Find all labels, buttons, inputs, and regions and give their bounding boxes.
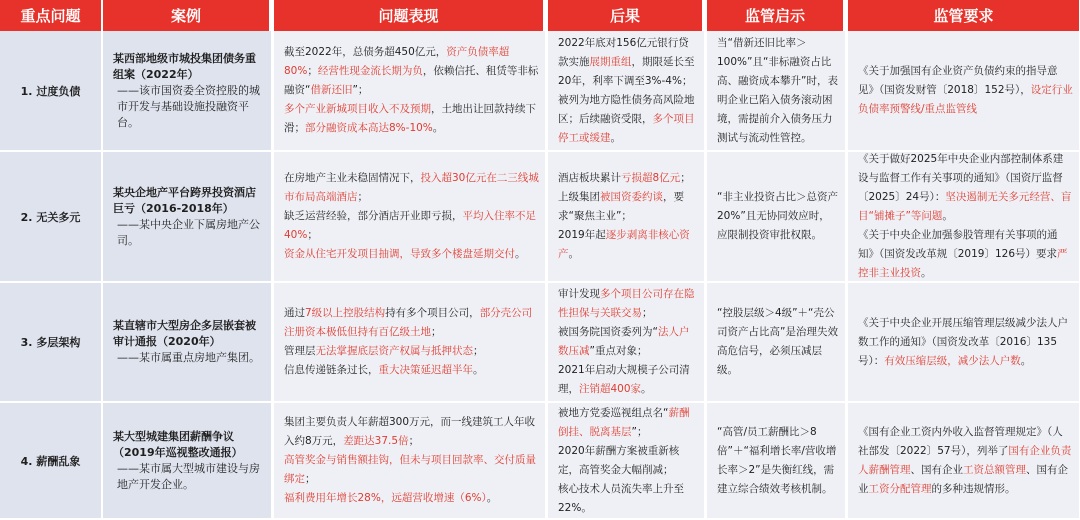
requirement-cell (848, 31, 1079, 152)
highlight-text: 国有企业负责人薪酬管理 (858, 444, 1072, 476)
text-segment: ； (305, 473, 316, 485)
text-segment: 审计发现 (558, 288, 600, 300)
text-segment: 《关于中央企业开展压缩管理层级减少法人户数工作的通知》（国资发改革〔2016〕135号）： (858, 316, 1068, 367)
text-segment: ； (473, 345, 484, 357)
case-cell (103, 31, 271, 152)
consequence-text (558, 285, 698, 399)
row-topic: 4. 薪酬乱象 (0, 403, 103, 520)
text-segment: 2019年起 (558, 229, 606, 241)
text-segment: 信息传递链条过长， (284, 364, 379, 376)
requirement-cell (848, 152, 1079, 283)
text-segment: ； (408, 435, 420, 447)
text-segment: ； (307, 229, 318, 241)
text-segment: ； (431, 326, 442, 338)
highlight-text: 多个项目停工或缓建 (558, 112, 695, 144)
text-segment: 持有多个项目公司， (385, 307, 480, 319)
requirement-cell (848, 283, 1079, 403)
highlight-text: 法人户数压减 (558, 326, 690, 357)
highlight-text: 坚决遏制无关多元经营、盲目“铺摊子”等问题 (858, 191, 1072, 222)
text-segment: 在房地产主业未稳固情况下， (284, 172, 421, 184)
problem-text (284, 413, 539, 508)
highlight-text: 高管奖金与销售额挂钩，但未与项目回款率、交付质量绑定 (284, 454, 536, 485)
highlight-text: 7级以上控股结构 (305, 307, 386, 319)
case-source: ——该市国资委全资控股的城市开发与基础设施投融资平台。 (117, 83, 260, 129)
header-consequence: 后果 (548, 0, 704, 31)
problem-cell (274, 283, 545, 403)
text-segment: 通过 (284, 307, 305, 319)
text-segment: ，土地出让回款持续下滑； (284, 103, 536, 134)
highlight-text: 设定行业负债率预警线/重点监管线 (858, 84, 1073, 115)
insight-cell (707, 31, 845, 152)
consequence-cell (548, 283, 704, 403)
highlight-text: 严控非主业投资 (858, 248, 1068, 279)
case-title: 某西部地级市城投集团债务重组案（2022年） (113, 51, 256, 81)
text-segment: 。 (432, 122, 444, 134)
problem-cell (274, 31, 545, 152)
highlight-text: 多个项目公司存在隐性担保与关联交易 (558, 288, 695, 319)
text-segment: ，要求“聚焦主业”； (558, 191, 684, 222)
text-segment: “高管/员工薪酬比＞8倍”＋“福利增长率/营收增长率＞2”是失衡红线，需建立综合绩效考核机制。 (717, 425, 837, 495)
text-segment: 《关于做好2025年中央企业内部控制体系建设与监督工作有关事项的通知》（国资厅监督〔2025〕24号）： (858, 153, 1064, 203)
highlight-text: 资金从住宅开发项目抽调，导致多个楼盘延期交付 (284, 248, 515, 260)
case-title: 某直辖市大型房企多层嵌套被审计通报（2020年） (113, 319, 256, 348)
insight-cell (707, 403, 845, 520)
problem-cell (274, 403, 545, 520)
highlight-text: 薪酬倒挂、脱离基层 (558, 406, 690, 438)
text-segment: 。 (515, 248, 526, 260)
requirement-cell (848, 403, 1079, 520)
case-cell (103, 283, 271, 403)
text-segment: ”； (352, 84, 369, 96)
text-segment: “非主业投资占比＞总资产20%”且无协同效应时，应限制投资审批权限。 (717, 191, 838, 241)
consequence-cell (548, 31, 704, 152)
highlight-text: 注销超400家 (579, 383, 642, 395)
text-segment: 2022年底对156亿元银行贷款实施 (558, 36, 689, 68)
case-source: ——某市属大型城市建设与房地产开发企业。 (117, 461, 260, 491)
header-topic: 重点问题 (0, 0, 103, 31)
text-segment: ； (680, 172, 691, 184)
highlight-text: 工资分配管理 (868, 482, 932, 495)
insight-cell (707, 152, 845, 283)
highlight-text: 被国资委约谈 (600, 191, 663, 203)
insight-cell (707, 283, 845, 403)
case-cell (103, 403, 271, 520)
highlight-text: 部分融资成本高达8%-10% (305, 122, 433, 134)
row-topic: 3. 多层架构 (0, 283, 103, 403)
text-segment: 2021年启动大规模子公司清理， (558, 364, 690, 395)
consequence-text (558, 34, 698, 148)
requirement-text (858, 62, 1073, 119)
highlight-text: 福利费用年增长28%，远超营收增速（6%） (284, 492, 487, 504)
text-segment: 被列为地方隐性债务高风险地区；后续融资受限， (558, 93, 695, 125)
highlight-text: 资产负债率超80% (284, 46, 510, 77)
text-segment: 截至2022年，总债务超450亿元， (284, 46, 447, 58)
consequence-text (558, 404, 698, 518)
highlight-text: 工资总额管理 (963, 463, 1026, 476)
text-segment: ”重点对象； (589, 345, 648, 357)
text-segment: 。 (568, 248, 579, 260)
text-segment: 《国有企业工资内外收入监督管理规定》（人社部发〔2022〕57号），列举了 (858, 425, 1063, 457)
text-segment: ，依赖信托、租赁等非标融资“ (284, 65, 539, 96)
row-topic: 2. 无关多元 (0, 152, 103, 283)
text-segment: 、国有企业 (858, 463, 1068, 495)
case-source: ——某市属重点房地产集团。 (117, 351, 260, 364)
highlight-text: 差距达37.5倍 (343, 435, 409, 447)
requirement-text (858, 423, 1073, 499)
case-title: 某央企地产平台跨界投资酒店巨亏（2016-2018年） (113, 185, 256, 215)
text-segment: 。 (921, 267, 932, 279)
highlight-text: 有效压缩层级，减少法人户数 (884, 354, 1021, 367)
text-segment: 缺乏运营经验，部分酒店开业即亏损， (284, 210, 463, 222)
insight-text (717, 34, 839, 148)
text-segment: 被国务院国资委列为“ (558, 326, 658, 338)
text-segment: 管理层 (284, 345, 316, 357)
case-title: 某大型城建集团薪酬争议（2019年巡视整改通报） (113, 429, 243, 459)
text-segment: 被地方党委巡视组点名“ (558, 406, 669, 419)
text-segment: 、国有企业 (910, 463, 963, 476)
highlight-text: 投入超30亿元在二三线城市布局高端酒店 (284, 172, 539, 203)
text-segment: ； (307, 65, 318, 77)
insight-text (717, 304, 839, 380)
text-segment: 2020年薪酬方案被重新核定，高管奖金大幅削减； (558, 444, 680, 476)
requirement-text (858, 152, 1073, 283)
requirement-text (858, 314, 1073, 371)
text-segment: 集团主要负责人年薪超300万元，而一线建筑工人年收入约8万元， (284, 416, 536, 447)
highlight-text: 亏损超8亿元 (621, 172, 681, 184)
text-segment: 。 (1020, 354, 1032, 367)
case-source: ——某中央企业下属房地产公司。 (117, 217, 260, 247)
highlight-text: 平均入住率不足40% (284, 210, 536, 241)
highlight-text: 多个产业新城项目收入不及预期 (284, 103, 431, 115)
consequence-text (558, 169, 698, 264)
text-segment: 核心技术人员流失率上升至22%。 (558, 482, 684, 514)
insight-text (717, 188, 839, 245)
problem-text (284, 304, 539, 380)
text-segment: ”； (631, 425, 648, 438)
header-insight: 监管启示 (707, 0, 845, 31)
text-segment: 上级集团 (558, 191, 600, 203)
text-segment: ，期限延长至20年，利率下调至3%-4%； (558, 55, 695, 87)
text-segment: 酒店板块累计 (558, 172, 621, 184)
header-case: 案例 (103, 0, 271, 31)
text-segment: 。 (610, 131, 621, 144)
text-segment: 。 (942, 210, 953, 222)
header-problem: 问题表现 (274, 0, 545, 31)
header-requirement: 监管要求 (848, 0, 1079, 31)
text-segment: ； (642, 307, 653, 319)
text-segment: “控股层级＞4级”＋“壳公司资产占比高”是治理失效高危信号，必须压减层级。 (717, 307, 838, 376)
text-segment: 。 (641, 383, 652, 395)
text-segment: 《关于中央企业加强参股管理有关事项的通知》（国资发改革规〔2019〕126号）要求 (858, 229, 1058, 260)
highlight-text: 逐步剥离非核心资产 (558, 229, 690, 260)
case-cell (103, 152, 271, 283)
highlight-text: 借新还旧 (310, 84, 353, 96)
problem-text (284, 43, 539, 138)
consequence-cell (548, 403, 704, 520)
insight-text (717, 423, 839, 499)
text-segment: 的多种违规情形。 (931, 482, 1016, 495)
consequence-cell (548, 152, 704, 283)
highlight-text: 重大决策延迟超半年 (378, 364, 473, 376)
highlight-text: 经营性现金流长期为负 (317, 65, 423, 77)
highlight-text: 无法掌握底层资产权属与抵押状态 (315, 345, 473, 357)
text-segment: 。 (473, 364, 484, 376)
problem-text (284, 169, 539, 264)
text-segment: 。 (486, 492, 498, 504)
text-segment: 当“借新还旧比率＞100%”且“非标融资占比高、融资成本攀升”时，表明企业已陷入债务滚动困境，需提前介入债务压力测试与流动性管控。 (717, 36, 838, 144)
problem-cell (274, 152, 545, 283)
text-segment: ； (357, 191, 368, 203)
highlight-text: 展期重组 (589, 55, 632, 68)
text-segment: 《关于加强国有企业资产负债约束的指导意见》（国资发财管〔2018〕152号）， (858, 65, 1058, 96)
highlight-text: 部分壳公司注册资本极低但持有百亿级土地 (284, 307, 533, 338)
row-topic: 1. 过度负债 (0, 31, 103, 152)
